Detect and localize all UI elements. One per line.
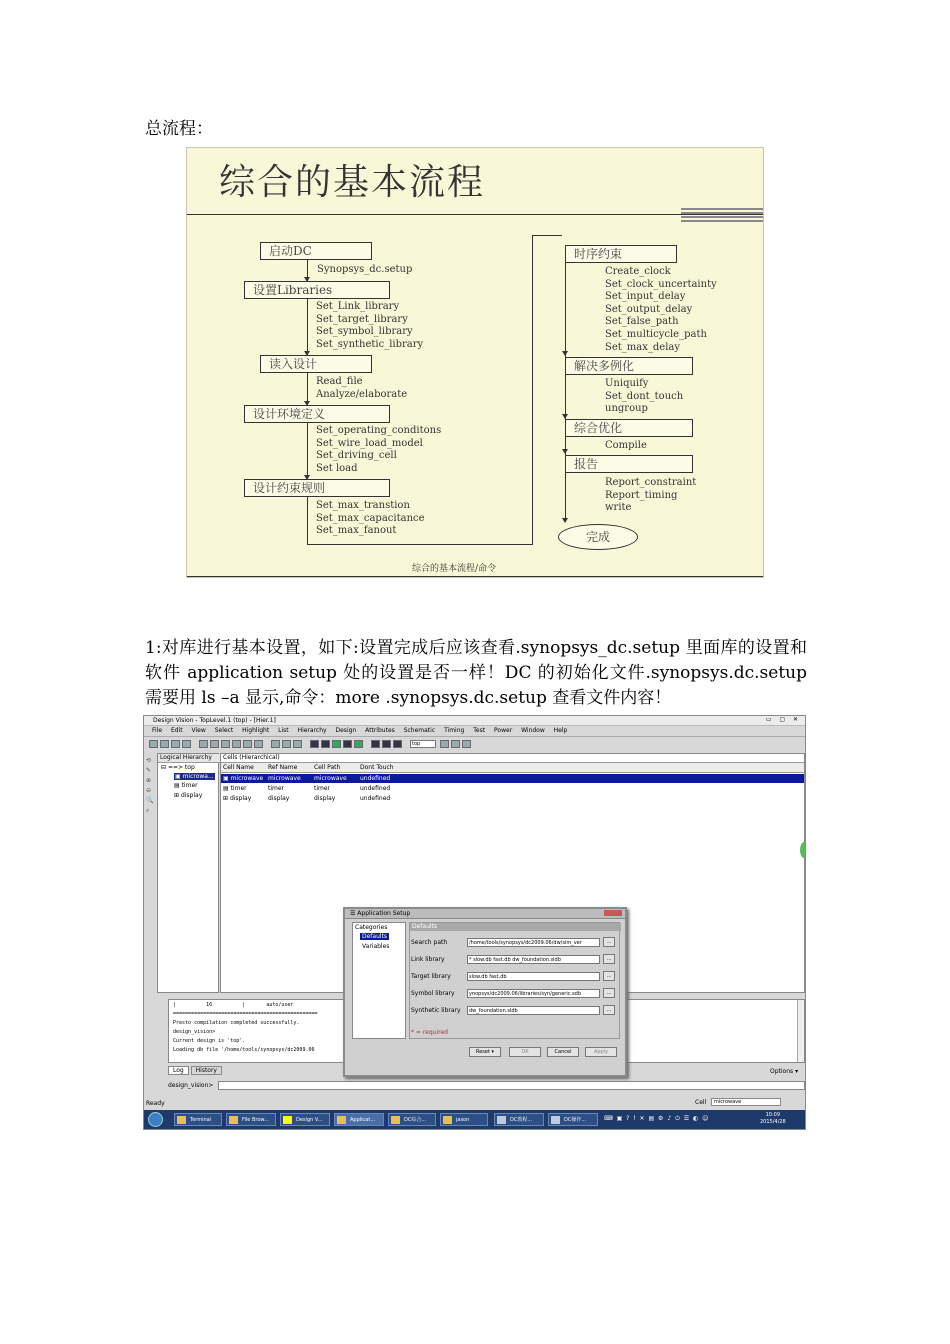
- histogram-icon[interactable]: [371, 740, 380, 748]
- zoom-fit-icon[interactable]: [199, 740, 208, 748]
- flow-connector: [307, 544, 532, 545]
- copy-icon[interactable]: [182, 740, 191, 748]
- schematic-icon[interactable]: [310, 740, 319, 748]
- flow-step-notes: Uniquify Set_dont_touch ungroup: [605, 378, 684, 415]
- path-icon[interactable]: [343, 740, 352, 748]
- flow-arrow: [562, 449, 568, 454]
- slide-title: 综合的基本流程: [219, 162, 486, 203]
- flow-step-report: 报告: [565, 455, 693, 473]
- symbol-library-browse-button[interactable]: …: [603, 988, 615, 998]
- hierarchy-node-display[interactable]: ⊞ display: [174, 792, 203, 799]
- save-icon[interactable]: [160, 740, 169, 748]
- zoom-prev-icon[interactable]: [232, 740, 241, 748]
- col-cell-path[interactable]: Cell Path: [314, 764, 341, 771]
- console-line: | 16 | auto/user: [173, 1002, 294, 1008]
- folder-icon: [229, 1116, 238, 1124]
- symbol-library-input[interactable]: ynopsys/dc2009.06/libraries/syn/generic.sdb: [467, 989, 600, 998]
- taskbar-item-design-vision[interactable]: Design V...: [280, 1113, 330, 1126]
- menu-view[interactable]: View: [191, 727, 206, 734]
- console-line: Presto compilation completed successfully.: [173, 1020, 300, 1026]
- hierarchy-node-top[interactable]: ⊟ ==> top: [161, 764, 195, 771]
- dont-touch: undefined: [360, 795, 391, 802]
- check-icon[interactable]: [393, 740, 402, 748]
- up-icon[interactable]: [293, 740, 302, 748]
- target-library-label: Target library: [411, 973, 451, 980]
- timing-icon[interactable]: [354, 740, 363, 748]
- dont-touch: undefined: [360, 785, 391, 792]
- table-row[interactable]: [221, 784, 804, 793]
- flow-step-compile: 综合优化: [565, 419, 693, 437]
- menu-edit[interactable]: Edit: [170, 727, 183, 734]
- info-icon[interactable]: [451, 740, 460, 748]
- menu-attributes[interactable]: Attributes: [365, 727, 395, 734]
- taskbar-item-dc-operation[interactable]: DC操作...: [548, 1113, 598, 1126]
- flow-connector: [532, 235, 562, 236]
- link-library-browse-button[interactable]: …: [603, 954, 615, 964]
- taskbar-item-application-setup[interactable]: Applicat...: [334, 1113, 384, 1126]
- menu-schematic[interactable]: Schematic: [403, 727, 436, 734]
- link-library-label: Link library: [411, 956, 445, 963]
- flow-slide: [186, 147, 764, 578]
- console-line: Current design is 'top'.: [173, 1038, 246, 1044]
- folder-icon: [443, 1116, 452, 1124]
- table-row[interactable]: [221, 794, 804, 803]
- table-row[interactable]: [221, 774, 804, 783]
- cell-name: ⊞ display: [223, 795, 252, 802]
- flow-step-notes: Compile: [605, 440, 647, 451]
- app-icon: [337, 1116, 346, 1124]
- window-titlebar: [144, 716, 805, 726]
- report-icon[interactable]: [382, 740, 391, 748]
- hierarchy-icon[interactable]: [332, 740, 341, 748]
- window-title: Design Vision - TopLevel.1 (top) - [Hier.1]: [153, 717, 276, 724]
- pan-icon[interactable]: [254, 740, 263, 748]
- menu-design[interactable]: Design: [335, 727, 357, 734]
- body-paragraph: 1:对库进行基本设置，如下:设置完成后应该查看.synopsys_dc.setup 里面库的设置和软件 application setup 处的设置是否一样！DC 的初始化文件.synopsys.dc.setup 需要用 ls –a 显示,命令：more .synopsys.dc.setup 查看文件内容！: [145, 638, 807, 708]
- search-path-label: Search path: [411, 939, 448, 946]
- apply-button[interactable]: Apply: [585, 1047, 617, 1057]
- application-setup-dialog: [343, 907, 627, 1077]
- cells-label: Cells (Hierarchical): [221, 754, 806, 763]
- cell-path: display: [314, 795, 336, 802]
- symbol-icon[interactable]: [321, 740, 330, 748]
- toolbar: [149, 740, 404, 748]
- tab-history[interactable]: History: [191, 1066, 222, 1075]
- slide-bar: [681, 212, 764, 214]
- open-icon[interactable]: [149, 740, 158, 748]
- side-widget-icon[interactable]: [800, 842, 806, 858]
- synthetic-library-input[interactable]: dw_foundation.sldb: [467, 1006, 600, 1015]
- cell-name: ▣ microwave: [223, 775, 264, 782]
- flow-step-notes: Report_constraint Report_timing write: [605, 477, 697, 514]
- slide-caption: 综合的基本流程/命令: [412, 564, 497, 574]
- menu-timing[interactable]: Timing: [444, 727, 465, 734]
- tab-log[interactable]: Log: [168, 1066, 189, 1075]
- flow-connector: [565, 263, 566, 522]
- taskbar-item-dc-synthesis[interactable]: DC综合...: [388, 1113, 436, 1126]
- category-variables[interactable]: Variables: [362, 943, 390, 950]
- cell-name: ▤ timer: [223, 785, 247, 792]
- taskbar-item-terminal[interactable]: Terminal: [174, 1113, 222, 1126]
- flow-step-notes: Set_max_transtion Set_max_capacitance Set_max_fanout: [316, 500, 425, 537]
- flow-step-notes: Synopsys_dc.setup: [317, 264, 413, 275]
- flow-step-design-rules: 设计约束规则: [244, 479, 390, 497]
- synthetic-library-browse-button[interactable]: …: [603, 1005, 615, 1015]
- dialog-titlebar: [345, 909, 625, 919]
- flow-step-notes: Set_Link_library Set_target_library Set_symbol_library Set_synthetic_library: [316, 301, 424, 350]
- synthetic-library-label: Synthetic library: [411, 1007, 461, 1014]
- console-line: ================================================: [173, 1011, 318, 1017]
- target-library-browse-button[interactable]: …: [603, 971, 615, 981]
- search-path-input[interactable]: /home/tools/synopsys/dc2009.06/dw/sim_ver: [467, 938, 600, 947]
- taskbar: [144, 1110, 805, 1129]
- flow-step-environment: 设计环境定义: [244, 405, 390, 423]
- status-text: Ready: [146, 1100, 165, 1107]
- slide-bar: [681, 208, 764, 210]
- console-tabs: [168, 1066, 222, 1075]
- col-dont-touch[interactable]: Dont Touch: [360, 764, 394, 771]
- console-line: design_vision>: [173, 1029, 216, 1035]
- dialog-close-icon[interactable]: [604, 910, 622, 916]
- menu-window[interactable]: Window: [521, 727, 545, 734]
- category-defaults[interactable]: Defaults: [362, 933, 388, 940]
- cell-path: timer: [314, 785, 331, 792]
- menu-bar: [152, 727, 574, 734]
- categories-panel: [352, 922, 406, 1039]
- section-heading: 总流程：: [145, 119, 213, 139]
- toolbar-extra: [440, 740, 473, 748]
- menu-list[interactable]: List: [278, 727, 289, 734]
- ref-name: display: [268, 795, 290, 802]
- taskbar-item-jason[interactable]: jason: [440, 1113, 488, 1126]
- target-library-input[interactable]: slow.db fast.db: [467, 972, 600, 981]
- slide-bottom-rule: [187, 576, 764, 578]
- zoom-area-icon[interactable]: [243, 740, 252, 748]
- doc-icon: [551, 1116, 560, 1124]
- col-ref-name[interactable]: Ref Name: [268, 764, 298, 771]
- hierarchy-node-microwave[interactable]: ▣ microwa...: [175, 773, 214, 780]
- window-controls[interactable]: ▭ ▢ ✕: [765, 716, 801, 723]
- side-tools-icon[interactable]: ⟲ ✎ ⊕ ⊖ 🔍 ⌕: [146, 757, 154, 814]
- ref-name: microwave: [268, 775, 301, 782]
- status-cell-value: microwave: [711, 1098, 781, 1106]
- dialog-title: ☰ Application Setup: [350, 910, 411, 917]
- flow-step-read-design: 读入设计: [260, 355, 372, 373]
- slide-bar: [681, 216, 764, 218]
- col-cell-name[interactable]: Cell Name: [223, 764, 254, 771]
- menu-hierarchy[interactable]: Hierarchy: [297, 727, 327, 734]
- flow-step-start-dc: 启动DC: [260, 242, 372, 260]
- menu-power[interactable]: Power: [494, 727, 513, 734]
- cancel-button[interactable]: Cancel: [547, 1047, 579, 1057]
- flow-step-uniquify: 解决多例化: [565, 357, 693, 375]
- menu-help[interactable]: Help: [553, 727, 568, 734]
- categories-label: Categories: [355, 924, 388, 931]
- terminal-icon: [177, 1116, 186, 1124]
- menu-file[interactable]: File: [152, 727, 163, 734]
- defaults-header: Defaults: [410, 923, 621, 931]
- flow-step-timing-constraints: 时序约束: [565, 245, 677, 263]
- link-library-input[interactable]: * slow.db fast.db dw_foundation.sldb: [467, 955, 600, 964]
- print-icon[interactable]: [171, 740, 180, 748]
- search-path-browse-button[interactable]: …: [603, 937, 615, 947]
- link-icon[interactable]: [440, 740, 449, 748]
- side-toolstrip: [146, 756, 154, 836]
- forward-icon[interactable]: [282, 740, 291, 748]
- hierarchy-header: Logical Hierarchy: [158, 754, 220, 763]
- taskbar-item-dc-tutorial[interactable]: DC教程...: [494, 1113, 544, 1126]
- cell-path: microwave: [314, 775, 347, 782]
- menu-select[interactable]: Select: [214, 727, 234, 734]
- flow-step-notes: Read_file Analyze/elaborate: [316, 376, 408, 400]
- options-button[interactable]: Options ▾: [770, 1068, 799, 1075]
- zoom-in-icon[interactable]: [210, 740, 219, 748]
- tray-icons[interactable]: ⌨ ▣ ? ! ✕ ▤ ⚙ ♪ ⏻ ☰ ◐ ☺: [604, 1115, 710, 1122]
- console-scrollbar[interactable]: [797, 1000, 804, 1062]
- design-select[interactable]: top: [410, 740, 436, 748]
- select-icon[interactable]: [462, 740, 471, 748]
- menu-divider: [144, 736, 805, 737]
- hierarchy-panel: [157, 753, 219, 993]
- taskbar-item-file-browser[interactable]: File Brow...: [226, 1113, 276, 1126]
- flow-step-notes: Create_clock Set_clock_uncertainty Set_input_delay Set_output_delay Set_false_path Set_multicycle_path Set_max_delay: [605, 266, 717, 353]
- symbol-library-label: Symbol library: [411, 990, 455, 997]
- app-icon: [283, 1116, 292, 1124]
- tray-clock[interactable]: 10:09 2015/4/28: [760, 1112, 786, 1125]
- slide-rule: [187, 214, 764, 215]
- flow-arrow: [562, 351, 568, 356]
- zoom-out-icon[interactable]: [221, 740, 230, 748]
- flow-step-set-libraries: 设置Libraries: [244, 281, 390, 299]
- design-vision-screenshot: [143, 715, 806, 1130]
- command-input[interactable]: [218, 1081, 805, 1090]
- prompt-label: design_vision>: [168, 1082, 214, 1089]
- slide-bar: [681, 220, 764, 222]
- flow-connector: [532, 235, 533, 545]
- status-cell-label: Cell: [695, 1099, 707, 1106]
- menu-highlight[interactable]: Highlight: [242, 727, 270, 734]
- menu-test[interactable]: Test: [473, 727, 486, 734]
- back-icon[interactable]: [271, 740, 280, 748]
- start-button[interactable]: [148, 1112, 163, 1127]
- required-note: * = required: [411, 1029, 448, 1036]
- app-icon: [391, 1116, 400, 1124]
- flow-step-done: 完成: [558, 524, 638, 550]
- ref-name: timer: [268, 785, 285, 792]
- ok-button[interactable]: OK: [509, 1047, 541, 1057]
- flow-step-notes: Set_operating_conditons Set_wire_load_model Set_driving_cell Set load: [316, 425, 442, 474]
- reset-button[interactable]: Reset ▾: [469, 1047, 501, 1057]
- dont-touch: undefined: [360, 775, 391, 782]
- console-line: Loading db file '/home/tools/synopsys/dc2009.06: [173, 1047, 315, 1053]
- flow-arrow: [562, 518, 568, 523]
- doc-icon: [497, 1116, 506, 1124]
- hierarchy-node-timer[interactable]: ▤ timer: [174, 782, 198, 789]
- table-header-row: [221, 763, 804, 773]
